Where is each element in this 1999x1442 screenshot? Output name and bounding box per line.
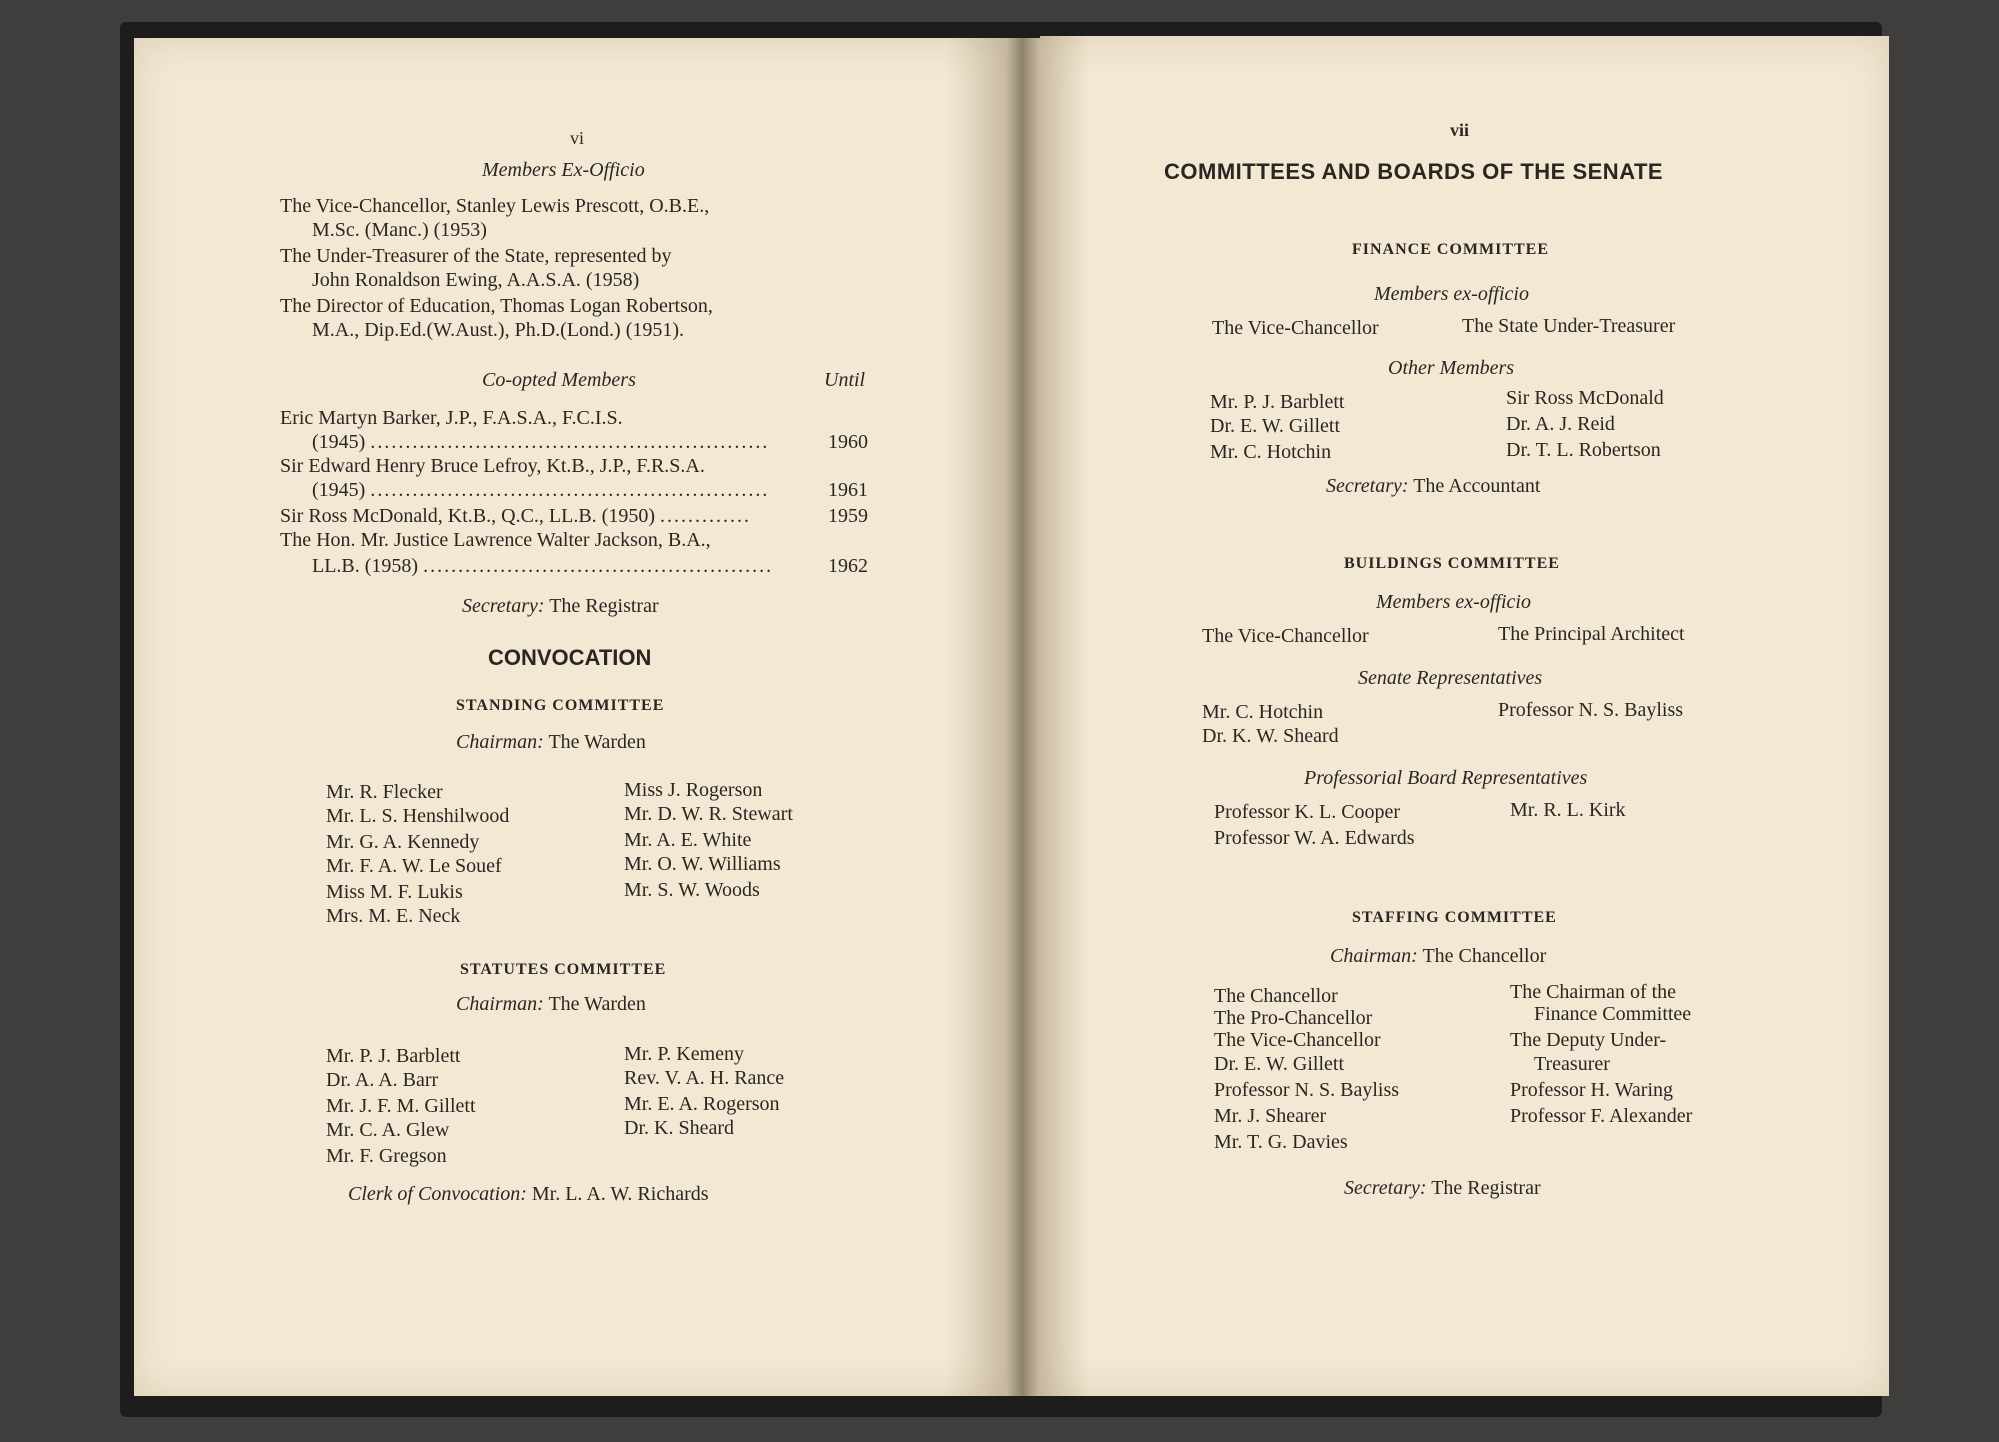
ex-officio-line: The Vice-Chancellor, Stanley Lewis Prescott, O.B.E., [280,195,710,217]
statutes-member: Mr. E. A. Rogerson [624,1093,780,1115]
standing-member: Mr. S. W. Woods [624,879,760,901]
statutes-member: Mr. J. F. M. Gillett [326,1095,476,1117]
right-page [1040,36,1889,1396]
standing-member: Mr. R. Flecker [326,781,443,803]
finance-other-heading: Other Members [1388,357,1515,379]
staffing-secretary: Secretary: The Registrar [1344,1177,1541,1199]
ex-officio-heading: Members Ex-Officio [482,159,645,181]
standing-member: Mrs. M. E. Neck [326,905,461,927]
statutes-member: Mr. P. J. Barblett [326,1045,461,1067]
staffing-member: The Deputy Under- [1510,1029,1667,1051]
staffing-member: Professor F. Alexander [1510,1105,1693,1127]
finance-member: Dr. A. J. Reid [1506,413,1615,435]
buildings-ex-officio-heading: Members ex-officio [1376,591,1531,613]
buildings-committee-heading: BUILDINGS COMMITTEE [1344,555,1560,572]
page-title: COMMITTEES AND BOARDS OF THE SENATE [1164,159,1664,184]
finance-member: Mr. C. Hotchin [1210,441,1332,463]
finance-committee-heading: FINANCE COMMITTEE [1352,241,1550,258]
buildings-ex-officio-member: The Vice-Chancellor [1202,625,1369,647]
left-page [134,38,1005,1396]
staffing-member: The Pro-Chancellor [1214,1007,1373,1029]
standing-member: Mr. D. W. R. Stewart [624,803,793,825]
coopted-member: Eric Martyn Barker, J.P., F.A.S.A., F.C.I.S. [280,407,623,429]
finance-member: Mr. P. J. Barblett [1210,391,1345,413]
ex-officio-line: John Ronaldson Ewing, A.A.S.A. (1958) [312,269,640,291]
ex-officio-line: M.Sc. (Manc.) (1953) [312,219,487,241]
coopted-heading: Co-opted Members [482,369,636,391]
statutes-member: Rev. V. A. H. Rance [624,1067,785,1089]
coopted-member: The Hon. Mr. Justice Lawrence Walter Jackson, B.A., [280,529,711,551]
page-number: vi [570,128,585,148]
ex-officio-line: The Director of Education, Thomas Logan Robertson, [280,295,713,317]
staffing-member: Treasurer [1534,1053,1610,1075]
coopted-member: Sir Edward Henry Bruce Lefroy, Kt.B., J.P., F.R.S.A. [280,455,705,477]
staffing-member: Mr. T. G. Davies [1214,1131,1348,1153]
finance-ex-officio-member: The Vice-Chancellor [1212,317,1379,339]
coopted-until: 1962 [828,555,868,577]
coopted-until: 1960 [828,431,868,453]
ex-officio-line: M.A., Dip.Ed.(W.Aust.), Ph.D.(Lond.) (1951). [312,319,685,341]
staffing-member: Professor N. S. Bayliss [1214,1079,1400,1101]
statutes-committee-heading: STATUTES COMMITTEE [460,961,667,978]
staffing-member: The Chairman of the [1510,981,1677,1003]
finance-member: Dr. T. L. Robertson [1506,439,1661,461]
senate-representative: Dr. K. W. Sheard [1202,725,1339,747]
standing-member: Miss J. Rogerson [624,779,763,801]
senate-representative: Mr. C. Hotchin [1202,701,1324,723]
coopted-member: Sir Ross McDonald, Kt.B., Q.C., LL.B. (1950) ............. [280,505,751,527]
senate-representatives-heading: Senate Representatives [1358,667,1543,689]
staffing-chairman: Chairman: The Chancellor [1330,945,1547,967]
board-representative: Professor K. L. Cooper [1214,801,1401,823]
standing-committee-heading: STANDING COMMITTEE [456,697,665,714]
until-label: Until [824,369,866,391]
board-representative: Mr. R. L. Kirk [1510,799,1626,821]
statutes-member: Mr. C. A. Glew [326,1119,450,1141]
statutes-member: Mr. F. Gregson [326,1145,447,1167]
finance-member: Sir Ross McDonald [1506,387,1664,409]
standing-member: Mr. A. E. White [624,829,752,851]
finance-ex-officio-heading: Members ex-officio [1374,283,1529,305]
clerk-of-convocation: Clerk of Convocation: Mr. L. A. W. Richards [348,1183,709,1205]
finance-secretary: Secretary: The Accountant [1326,475,1541,497]
coopted-member-year: LL.B. (1958) .................................................. [312,555,774,577]
statutes-member: Dr. K. Sheard [624,1117,734,1139]
statutes-member: Mr. P. Kemeny [624,1043,744,1065]
staffing-member: Finance Committee [1534,1003,1692,1025]
staffing-committee-heading: STAFFING COMMITTEE [1352,909,1557,926]
statutes-member: Dr. A. A. Barr [326,1069,439,1091]
professorial-board-heading: Professorial Board Representatives [1304,767,1588,789]
coopted-until: 1961 [828,479,868,501]
ex-officio-line: The Under-Treasurer of the State, represented by [280,245,672,267]
senate-representative: Professor N. S. Bayliss [1498,699,1684,721]
coopted-member-year: (1945) ......................................................... [312,479,770,501]
finance-ex-officio-member: The State Under-Treasurer [1462,315,1676,337]
finance-member: Dr. E. W. Gillett [1210,415,1340,437]
staffing-member: Mr. J. Shearer [1214,1105,1327,1127]
standing-member: Mr. L. S. Henshilwood [326,805,510,827]
standing-chairman: Chairman: The Warden [456,731,646,753]
standing-member: Mr. O. W. Williams [624,853,781,875]
staffing-member: Dr. E. W. Gillett [1214,1053,1344,1075]
secretary-line: Secretary: The Registrar [462,595,659,617]
coopted-until: 1959 [828,505,868,527]
page-number: vii [1450,120,1470,140]
staffing-member: Professor H. Waring [1510,1079,1673,1101]
book-spine [1005,38,1040,1396]
staffing-member: The Chancellor [1214,985,1338,1007]
board-representative: Professor W. A. Edwards [1214,827,1415,849]
convocation-heading: CONVOCATION [488,645,652,670]
standing-member: Miss M. F. Lukis [326,881,463,903]
standing-member: Mr. F. A. W. Le Souef [326,855,502,877]
staffing-member: The Vice-Chancellor [1214,1029,1381,1051]
standing-member: Mr. G. A. Kennedy [326,831,480,853]
coopted-member-year: (1945) ......................................................... [312,431,770,453]
buildings-ex-officio-member: The Principal Architect [1498,623,1685,645]
statutes-chairman: Chairman: The Warden [456,993,646,1015]
